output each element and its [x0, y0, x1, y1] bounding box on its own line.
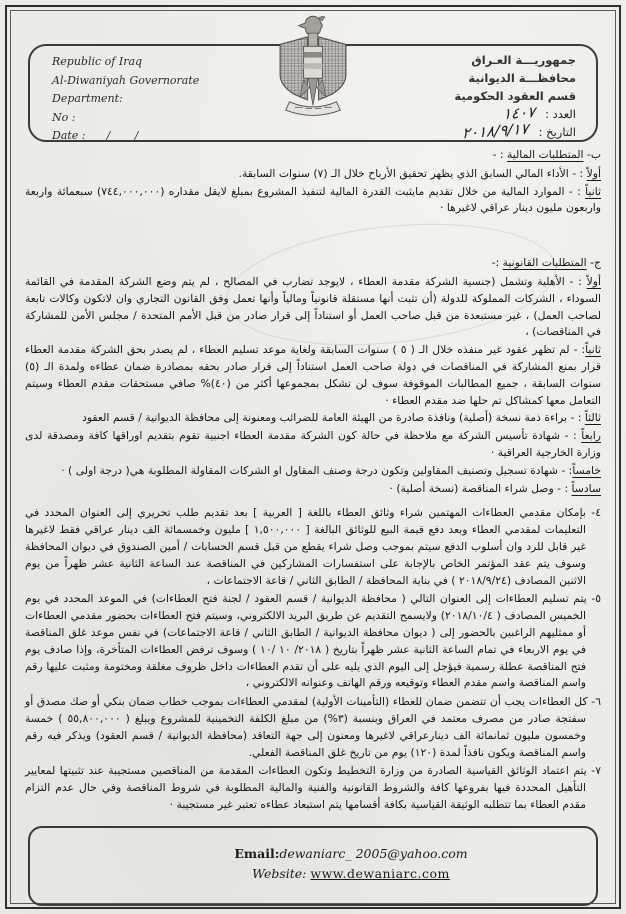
clause-6: ٦- كل العطاءات يجب أن تتضمن ضمان للعطاء (التأمينات الأولية) لمقدمي العطاءات بموجب خطاب ضمان بنكي أو صك مصدق أو سفتجة صادر من مصرف معتمد في العراق وبنسبة (٣%) من مبلغ الكلفة التخمينية للمشروع ويبلغ ( ٥٥,٨٠٠,٠٠٠ ) خمسة وخمسون مليون ثمانمائة الف دينارعراقي لاغيرها ومعنون إلى جهة التعاقد (محافظة الديوانية / قسم العقود) ويذكر فيه رقم واسم المناقصة ويكون نافذاً لمدة (١٢٠) يوم من تاريخ غلق المناقصة الفعلي.: [25, 695, 601, 759]
document-number-handwritten: ١٤٠٧: [502, 102, 536, 124]
number-label-en: No :: [52, 110, 76, 124]
clause-5: ٥- يتم تسليم العطاءات إلى العنوان التالي ( محافظة الديوانية / قسم العقود / لجنة فتح العطاءات) في الموعد المحدد في يوم الخميس المصادف ( ٢٠١٨/١٠/٤) ولايسمح التقديم عن طريق البريد الالكتروني، وسيتم فتح العطاءات بحضور مقدمي العطاءات أو ممثليهم الراغبين بالحضور إلى ( ديوان محافظة الديوانية / الطابق الثاني / قاعة الاجتماعات) في نفس موعد غلق المناقصة في يوم الاربعاء في تمام الساعة الثانية عشر ظهراً بتاريخ ( ٢٠١٨/ ١٠ /١٠ ) وسوف ترفض العطاءات المتأخرة، وإذا صادف يوم فتح المناقصة عطلة رسمية فيؤجل إلى اليوم الذي يليه على أن تقدم العطاءات داخل ظروف مغلقة ومختومة ومثبت عليها رقم واسم المناقصة واسم مقدم العطاء وتوقيعه ورقم الهاتف وعنوانه الالكتروني ،: [25, 592, 601, 690]
website-label: Website:: [252, 866, 307, 881]
country-name-ar: جمهوريـــة العـراق: [471, 53, 576, 67]
financial-item-second: ثانياً : - الموارد المالية من خلال تقديم مايثبت القدرة المالية لتنفيذ المشروع بمبلغ لايقل مقداره (٧٤٤,٠٠٠,٠٠٠) سبعمائة واربعة واربعون مليون دينار عراقي لاغيرها ·: [25, 184, 601, 215]
footer-email-line: [68, 844, 626, 864]
legal-item-second: ثانياً: - لم تظهر عقود غير منفذه خلال الـ ( ٥ ) سنوات السابقة ولغاية موعد تسليم العطاء ، لم يصدر بحق الشركة مقدمة العطاء قرار بمنع المشاركة في المناقصات في دولة صاحب العمل استناداً إلى قرار صادر بحقه بمصادرة ضمان عطاءه ولمدة الـ (٥) سنوات السابقة ، جميع المطالبات الموقوفة سوف لن تشكل بمجموعها أكثر من (٤٠)% صافي مستحقات مقدم العطاء وسيتم التعامل معها كمشاكل تم حلها ضد مقدم العطاء ·: [25, 343, 602, 407]
legal-item-third: ثالثاً : - براءة ذمة نسخة (أصلية) ونافذة صادرة من الهيئة العامة للضرائب ومعنونة إلى محافظة الديوانية / قسم العقود: [82, 411, 601, 425]
document-date-field: التاريخ : ٢٠١٨/٩/١٧: [462, 119, 576, 143]
clause-4: ٤- بإمكان مقدمي العطاءات المهتمين شراء وثائق العطاء باللغة [ العربية ] بعد تقديم طلب تحريري إلى العنوان المحدد في التعليمات لمقدمي العطاء وبعد دفع قيمة البيع للوثائق البالغة [ ١,٥٠٠,٠٠٠ ] مليون وخمسمائة الف دينار عراقي فقط لاغيرها غير قابل للرد وان أسلوب الدفع سيتم بموجب وصل شراء يقطع من قبل قسم الحسابات / أمين الصندوق في ديوان المحافظة وسوف يتم عقد المؤتمر الخاص بالإجابة على استفسارات المشاركين في المناقصة عند الساعة الثانية عشر ظهراً من يوم الاثنين المصادف (٢٠١٨/٩/٢٤ ) في بناية المحافظة / الطابق الثاني / قاعة الاجتماعات ،: [25, 506, 601, 587]
section-financial-title: ب- المتطلبات المالية : -: [492, 148, 601, 161]
legal-item-fourth: رابعاً : - شهادة تأسيس الشركة مع ملاحظة في حالة كون الشركة مقدمة العطاء اجنبية تقوم بتقديم اوراقها كافة ومصدقة لدى وزارة الخارجية العراقية ·: [25, 429, 601, 459]
legal-item-first: أولاً : - الأهلية وتشمل (جنسية الشركة مقدمة العطاء ، لايوجد تضارب في المصالح ، لم يتم وضع الشركة المقدمة في القائمة السوداء ، الشركات المملوكة للدولة (أن تثبت أنها مستقلة قانونياً ومالياً وأنها تعمل وفق القانون التجاري وان لاتكون وكالات تابعة لصاحب العمل) ، غير مستبعدة من قبل صاحب العمل أو استناداً إلى قرار صادر من قبل الأمم المتحدة / مجلس الأمن للمشاركة في المناقصات) ،: [25, 274, 601, 339]
document-body: [25, 147, 601, 815]
department-label-en: Department:: [52, 92, 123, 105]
governorate-name-ar: محافظـــة الديوانية: [468, 71, 576, 85]
letterhead-english: [52, 53, 199, 146]
footer-contact-box: [28, 826, 598, 906]
governorate-name-en: Al-Diwaniyah Governorate: [52, 73, 200, 87]
document-number-field: العدد : ١٤٠٧: [502, 102, 576, 124]
footer-website-line: [68, 864, 626, 884]
website-value: www.dewaniarc.com: [310, 866, 450, 881]
date-field-en: Date : / /: [52, 129, 139, 142]
email-label: Email:: [234, 846, 280, 861]
date-slashes: / /: [85, 129, 139, 142]
letterhead-arabic: [454, 51, 576, 141]
email-value: dewaniarc_ 2005@yahoo.com: [279, 846, 468, 861]
document-date-handwritten: ٢٠١٨/٩/١٧: [462, 119, 530, 143]
legal-item-fifth: خامساً: - شهادة تسجيل وتصنيف المقاولين وتكون درجة وصنف المقاول او الشركات المقاولة المطلوبة هي( درجة اولى ) ·: [61, 463, 601, 477]
footer-contact: [68, 844, 626, 884]
section-legal-title: ج- المتطلبات القانونية :-: [491, 256, 601, 270]
legal-item-sixth: سادساً : - وصل شراء المناقصة (نسخة أصلية) ·: [389, 481, 601, 495]
clause-7: ٧- يتم اعتماد الوثائق القياسية الصادرة من وزارة التخطيط وتكون العطاءات المقدمة من المناقصين مستجيبة عند تثبيتها لمعايير التأهيل المحددة فيها بفروعها كافة والشروط القانونية والفنية والمالية المطلوبة في شروط المناقصة وفي حال عدم التزام مقدم العطاء بما تتطلبه الوثيقة القياسية بكافة أقسامها يتم استبعاد عطاءه تعتبر غير مستجيبة ·: [25, 764, 601, 811]
financial-item-first: أولاً : - الأداء المالي السابق الذي يظهر تحقيق الأرباح خلال الـ (٧) سنوات السابقة.: [238, 166, 601, 180]
country-name-en: Republic of Iraq: [52, 55, 143, 68]
iraq-coat-of-arms-icon: [266, 14, 360, 120]
department-name-ar: قسم العقود الحكومية: [454, 89, 576, 103]
